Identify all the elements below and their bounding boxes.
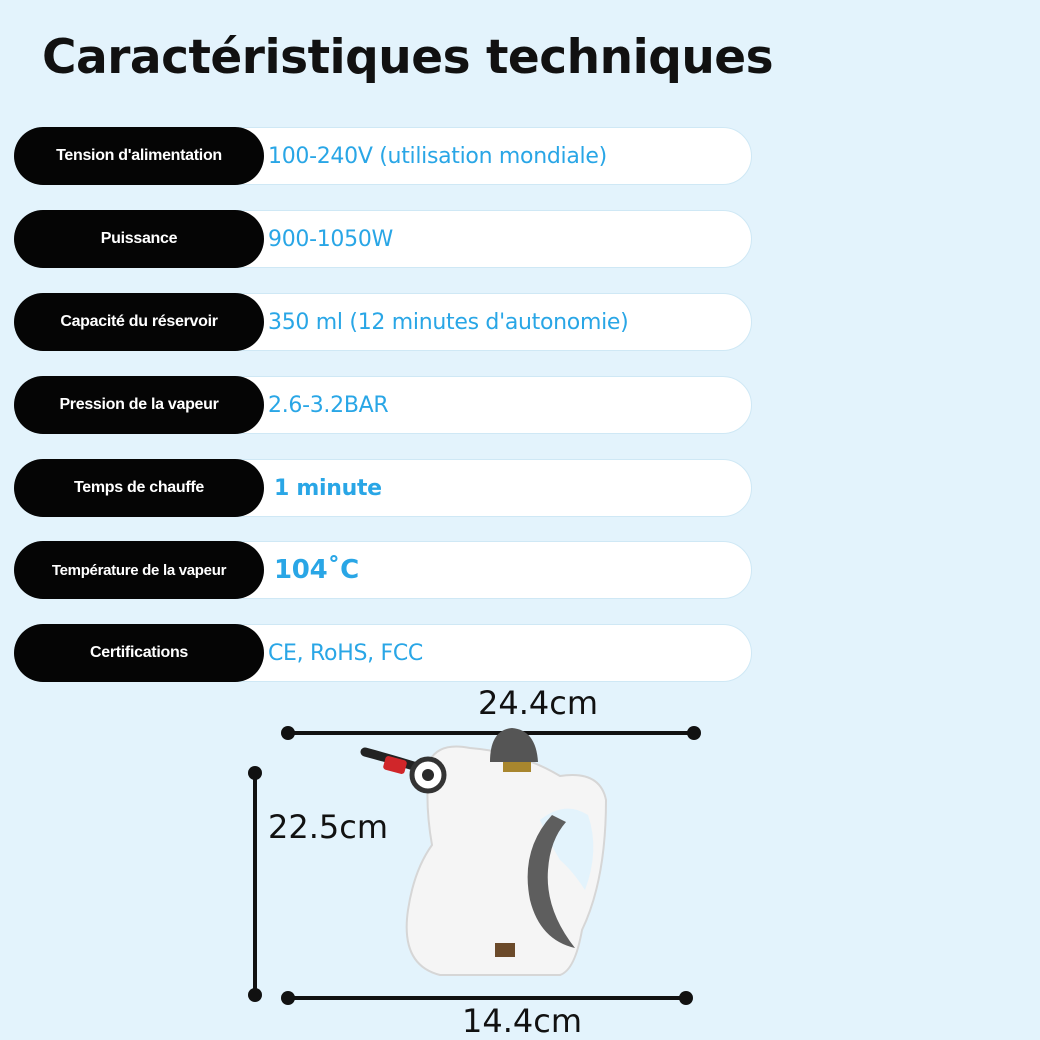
spec-label: Pression de la vapeur bbox=[14, 376, 264, 434]
spec-value: CE, RoHS, FCC bbox=[268, 640, 423, 666]
spec-label: Puissance bbox=[14, 210, 264, 268]
spec-value: 2.6-3.2BAR bbox=[268, 392, 389, 418]
page-title: Caractéristiques techniques bbox=[42, 30, 774, 85]
spec-value: 900-1050W bbox=[268, 226, 393, 252]
spec-label: Temps de chauffe bbox=[14, 459, 264, 517]
spec-label: Certifications bbox=[14, 624, 264, 682]
dimension-line-height bbox=[248, 766, 262, 1002]
dimension-bottom-width: 14.4cm bbox=[462, 1002, 583, 1040]
spec-label: Capacité du réservoir bbox=[14, 293, 264, 351]
dimension-top-width: 24.4cm bbox=[478, 684, 599, 722]
spec-value: 1 minute bbox=[274, 475, 382, 501]
spec-value: 350 ml (12 minutes d'autonomie) bbox=[268, 309, 629, 335]
spec-label: Tension d'alimentation bbox=[14, 127, 264, 185]
spec-value: 104˚C bbox=[274, 555, 359, 585]
dimension-line-top bbox=[281, 726, 701, 740]
spec-value: 100-240V (utilisation mondiale) bbox=[268, 143, 607, 169]
steam-cleaner-icon bbox=[365, 728, 606, 975]
dimension-height: 22.5cm bbox=[268, 808, 389, 846]
spec-label: Température de la vapeur bbox=[14, 541, 264, 599]
